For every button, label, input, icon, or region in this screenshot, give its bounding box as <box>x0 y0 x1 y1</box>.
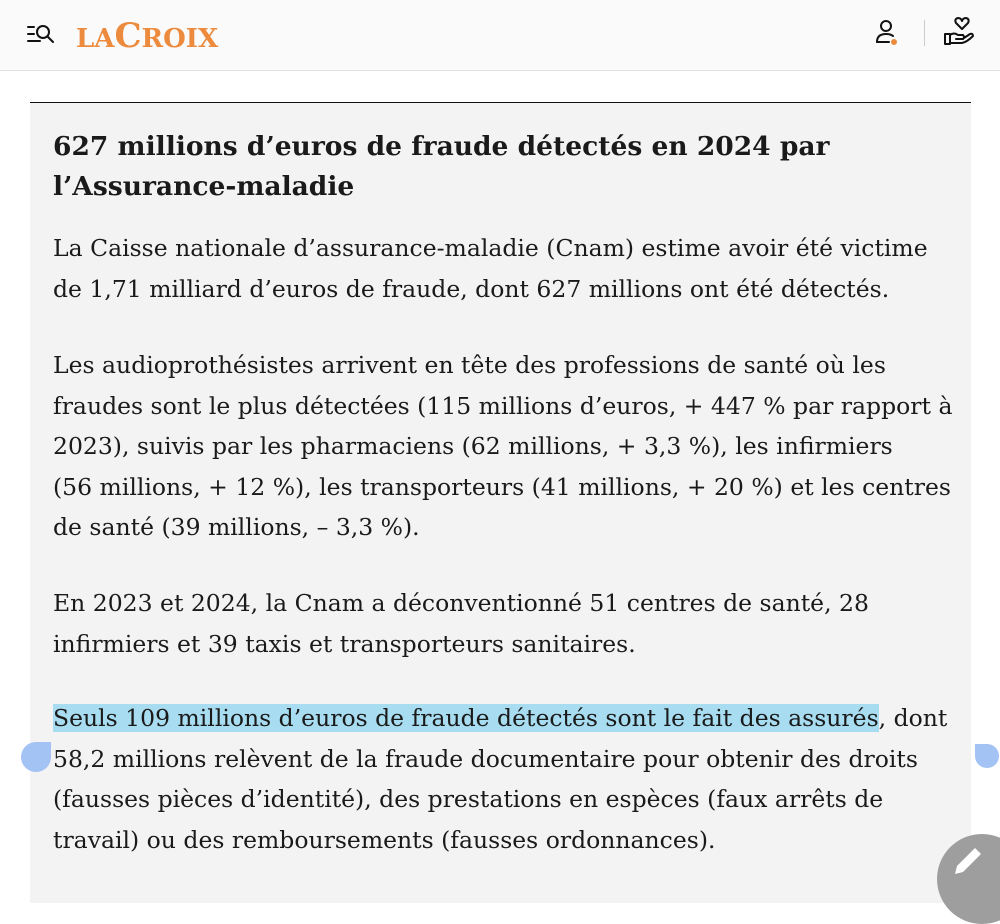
paragraph-cnam <box>53 228 928 309</box>
paragraph-professions <box>53 345 952 548</box>
donate-heart-hand-icon[interactable] <box>942 15 976 49</box>
title-line: l’Assurance-maladie <box>53 171 355 202</box>
selection-end-handle[interactable] <box>975 744 999 768</box>
text-line: 58,2 millions relèvent de la fraude documentaire pour obtenir des droits <box>53 744 918 773</box>
text-line: infirmiers et 39 taxis et transporteurs sanitaires. <box>53 629 636 658</box>
box-title <box>53 127 830 207</box>
selected-text[interactable]: Seuls 109 millions d’euros de fraude détectés sont le fait des assurés <box>53 704 879 732</box>
la-croix-logo[interactable] <box>76 16 218 56</box>
pencil-icon <box>949 838 989 878</box>
text-line: (56 millions, + 12 %), les transporteurs (41 millions, + 20 %) et les centres <box>53 472 951 501</box>
paragraph-assures <box>53 698 947 860</box>
selection-start-handle[interactable] <box>21 742 51 772</box>
text-line: La Caisse nationale d’assurance-maladie (Cnam) estime avoir été victime <box>53 234 928 262</box>
text-line: de santé (39 millions, – 3,3 %). <box>53 513 420 541</box>
menu-search-icon[interactable] <box>26 22 56 46</box>
text-line: de 1,71 milliard d’euros de fraude, dont 627 millions ont été détectés. <box>53 274 890 303</box>
paragraph-deconventionne <box>53 583 869 664</box>
user-icon[interactable] <box>874 18 904 48</box>
text-line: 2023), suivis par les pharmaciens (62 millions, + 3,3 %), les infirmiers <box>53 432 893 460</box>
header-divider <box>924 20 925 46</box>
top-bar <box>0 0 1000 71</box>
logo-text: C <box>114 16 142 56</box>
text-line: En 2023 et 2024, la Cnam a déconventionné 51 centres de santé, 28 <box>53 589 869 617</box>
logo-text: LA <box>76 24 115 54</box>
text-line: (fausses pièces d’identité), des prestations en espèces (faux arrêts de <box>53 785 884 813</box>
text-line: travail) ou des remboursements (fausses ordonnances). <box>53 825 716 854</box>
logo-text: ROIX <box>141 24 219 54</box>
text-line: fraudes sont le plus détectées (115 millions d’euros, + 447 % par rapport à <box>53 391 953 420</box>
text-line: , dont <box>878 704 948 732</box>
title-line: 627 millions d’euros de fraude détectés en 2024 par <box>53 131 830 162</box>
text-line: Les audioprothésistes arrivent en tête des professions de santé où les <box>53 351 886 379</box>
